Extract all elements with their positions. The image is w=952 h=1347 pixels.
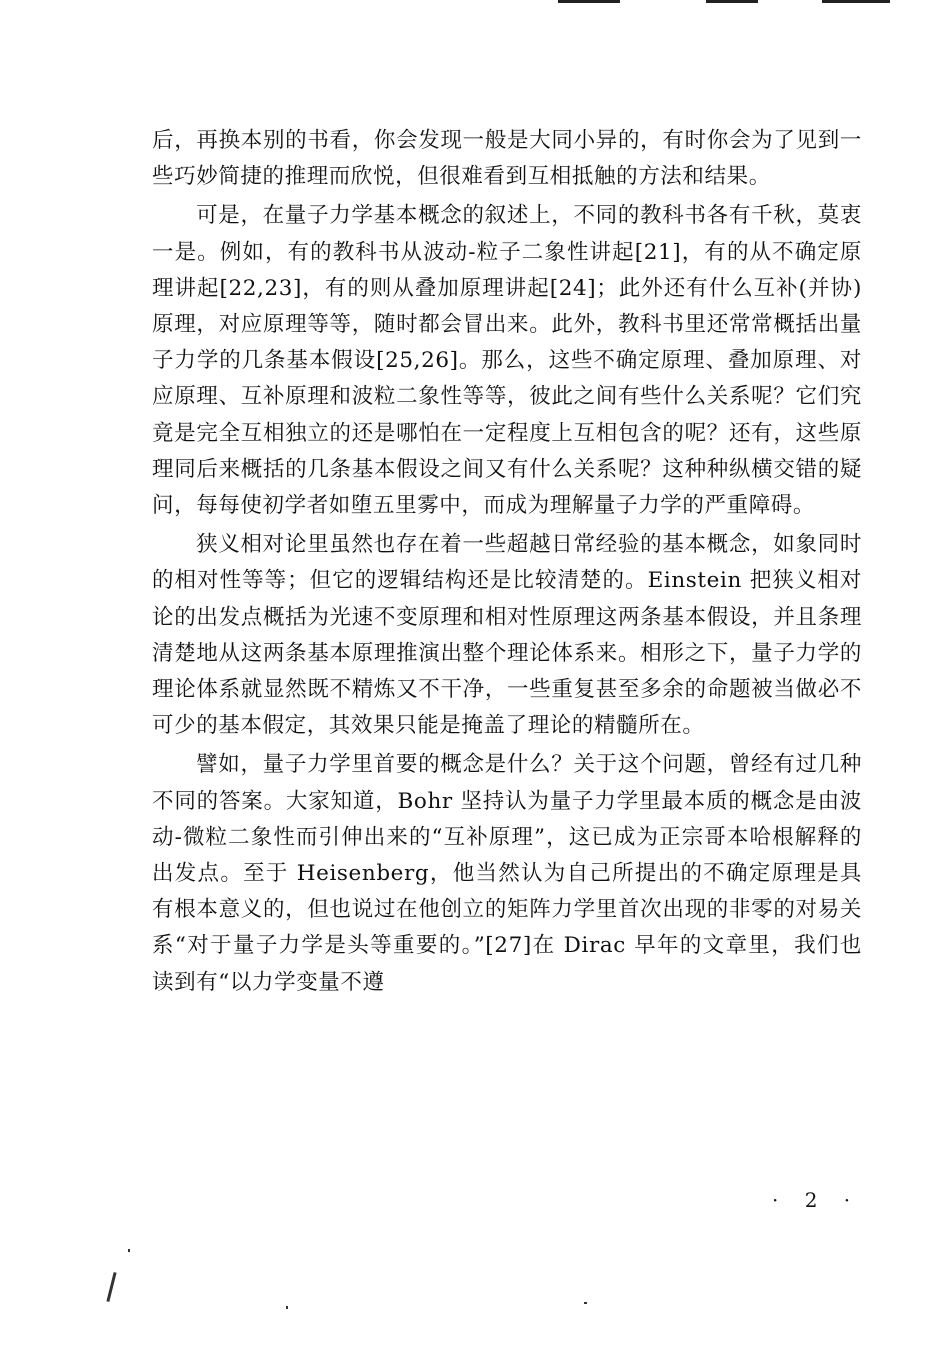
body-text xyxy=(152,123,862,1001)
top-rule-middle xyxy=(706,0,758,3)
paragraph-2: 可是，在量子力学基本概念的叙述上，不同的教科书各有千秋，莫衷一是。例如，有的教科书从波动-粒子二象性讲起[21]，有的从不确定原理讲起[22,23]，有的则从叠加原理讲起[24]；此外还有什么互补(并协)原理，对应原理等等，随时都会冒出来。此外，教科书里还常常概括出量子力学的几条基本假设[25,26]。那么，这些不确定原理、叠加原理、对应原理、互补原理和波粒二象性等等，彼此之间有些什么关系呢？它们究竟是完全互相独立的还是哪怕在一定程度上互相包含的呢？还有，这些原理同后来概括的几条基本假设之间又有什么关系呢？这种种纵横交错的疑问，每每使初学者如堕五里雾中，而成为理解量子力学的严重障碍。 xyxy=(152,203,862,519)
page-number: · 2 · xyxy=(772,1188,861,1212)
paragraph-3: 狭义相对论里虽然也存在着一些超越日常经验的基本概念，如象同时的相对性等等；但它的逻辑结构还是比较清楚的。Einstein 把狭义相对论的出发点概括为光速不变原理和相对性原理这两条基本假设，并且条理清楚地从这两条基本原理推演出整个理论体系来。相形之下，量子力学的理论体系就显然既不精炼又不干净，一些重复甚至多余的命题被当做必不可少的基本假定，其效果只能是掩盖了理论的精髓所在。 xyxy=(152,532,862,739)
top-rule-left xyxy=(558,0,620,3)
paragraph-1: 后，再换本别的书看，你会发现一般是大同小异的，有时你会为了见到一些巧妙简捷的推理而欣悦，但很难看到互相抵触的方法和结果。 xyxy=(152,128,862,190)
scan-mark-dot-3 xyxy=(584,1302,587,1304)
scan-mark-dot xyxy=(128,1249,130,1252)
top-rule-right xyxy=(822,0,890,3)
paragraph-4: 譬如，量子力学里首要的概念是什么？关于这个问题，曾经有过几种不同的答案。大家知道，Bohr 坚持认为量子力学里最本质的概念是由波动-微粒二象性而引伸出来的“互补原理”，这已成为正宗哥本哈根解释的出发点。至于 Heisenberg，他当然认为自己所提出的不确定原理是具有根本意义的，但也说过在他创立的矩阵力学里首次出现的非零的对易关系“对于量子力学是头等重要的。”[27]在 Dirac 早年的文章里，我们也读到有“以力学变量不遵 xyxy=(152,752,862,995)
scan-mark-dot-2 xyxy=(286,1306,288,1309)
scan-mark-stroke xyxy=(106,1272,116,1302)
